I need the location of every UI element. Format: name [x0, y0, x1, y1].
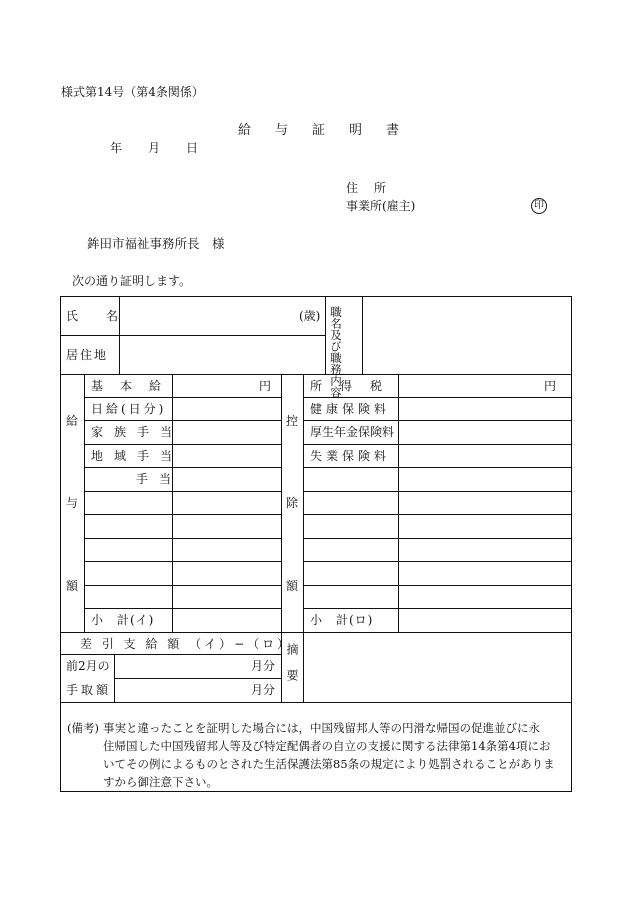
income-row-basic-salary: 基本給	[91, 379, 179, 393]
employer-office-label: 事業所(雇主)	[346, 199, 416, 213]
note	[67, 719, 567, 791]
income-row-regional-allowance: 地域手当	[91, 449, 184, 463]
note-text-3: いてその例によるものとされた生活保護法第85条の規定により処罰されることがありま	[103, 757, 555, 771]
note-label: (備考)	[67, 721, 99, 735]
deduction-row-unemployment-insurance: 失業保険料	[310, 449, 391, 463]
income-row-allowance: 手当	[136, 472, 183, 486]
note-text-4: すから御注意下さい。	[103, 775, 218, 789]
date-year-label: 年	[110, 141, 123, 155]
name-label: 氏 名	[66, 309, 127, 323]
deduction-row-pension-insurance: 厚生年金保険料	[310, 425, 395, 439]
deduction-row-income-tax: 所得税	[310, 379, 401, 393]
income-side-label-2: 与	[66, 496, 79, 510]
income-side-label-1: 給	[66, 414, 79, 428]
prev-months-label-2: 手取額	[66, 683, 112, 697]
prev-month-unit-2: 月分	[251, 683, 276, 697]
date-day-label: 日	[186, 141, 199, 155]
deduction-side-label-2: 除	[286, 496, 299, 510]
document-title: 給与証明書	[238, 123, 424, 138]
income-row-family-allowance: 家族手当	[91, 425, 184, 439]
deduction-side-label-3: 額	[286, 579, 299, 593]
date-month-label: 月	[148, 141, 161, 155]
recipient: 鉾田市福祉事務所長 様	[87, 236, 225, 251]
income-yen-unit: 円	[259, 379, 272, 393]
income-side-label-3: 額	[66, 579, 79, 593]
deduction-subtotal-label: 小 計(ロ)	[310, 613, 374, 627]
note-text-1: 事実と違ったことを証明した場合には，中国残留邦人等の円滑な帰国の促進並びに永	[103, 721, 540, 735]
residence-label: 居住地	[66, 348, 109, 362]
employer-address-label: 住 所	[346, 181, 392, 195]
intro-text: 次の通り証明します。	[72, 274, 192, 288]
net-payment-label: 差 引 支 給 額 （イ）−（ロ）	[80, 637, 293, 651]
seal-icon: 印	[531, 198, 547, 214]
note-text-2: 住帰国した中国残留邦人等及び特定配偶者の自立の支援に関する法律第14条第4項にお	[103, 739, 551, 753]
income-subtotal-label: 小 計(イ)	[91, 613, 155, 627]
income-row-daily-wage: 日給(日分)	[91, 402, 167, 416]
deduction-yen-unit: 円	[544, 379, 557, 393]
form-number: 様式第14号（第4条関係）	[61, 85, 204, 99]
remarks-label: 摘要	[285, 643, 299, 695]
deduction-row-health-insurance: 健康保険料	[310, 402, 391, 416]
prev-month-unit-1: 月分	[251, 659, 276, 673]
job-label: 職名及び職務内容	[329, 306, 343, 398]
deduction-side-label-1: 控	[286, 414, 299, 428]
age-label: (歳)	[299, 309, 321, 323]
prev-months-label-1: 前2月の	[66, 659, 110, 673]
